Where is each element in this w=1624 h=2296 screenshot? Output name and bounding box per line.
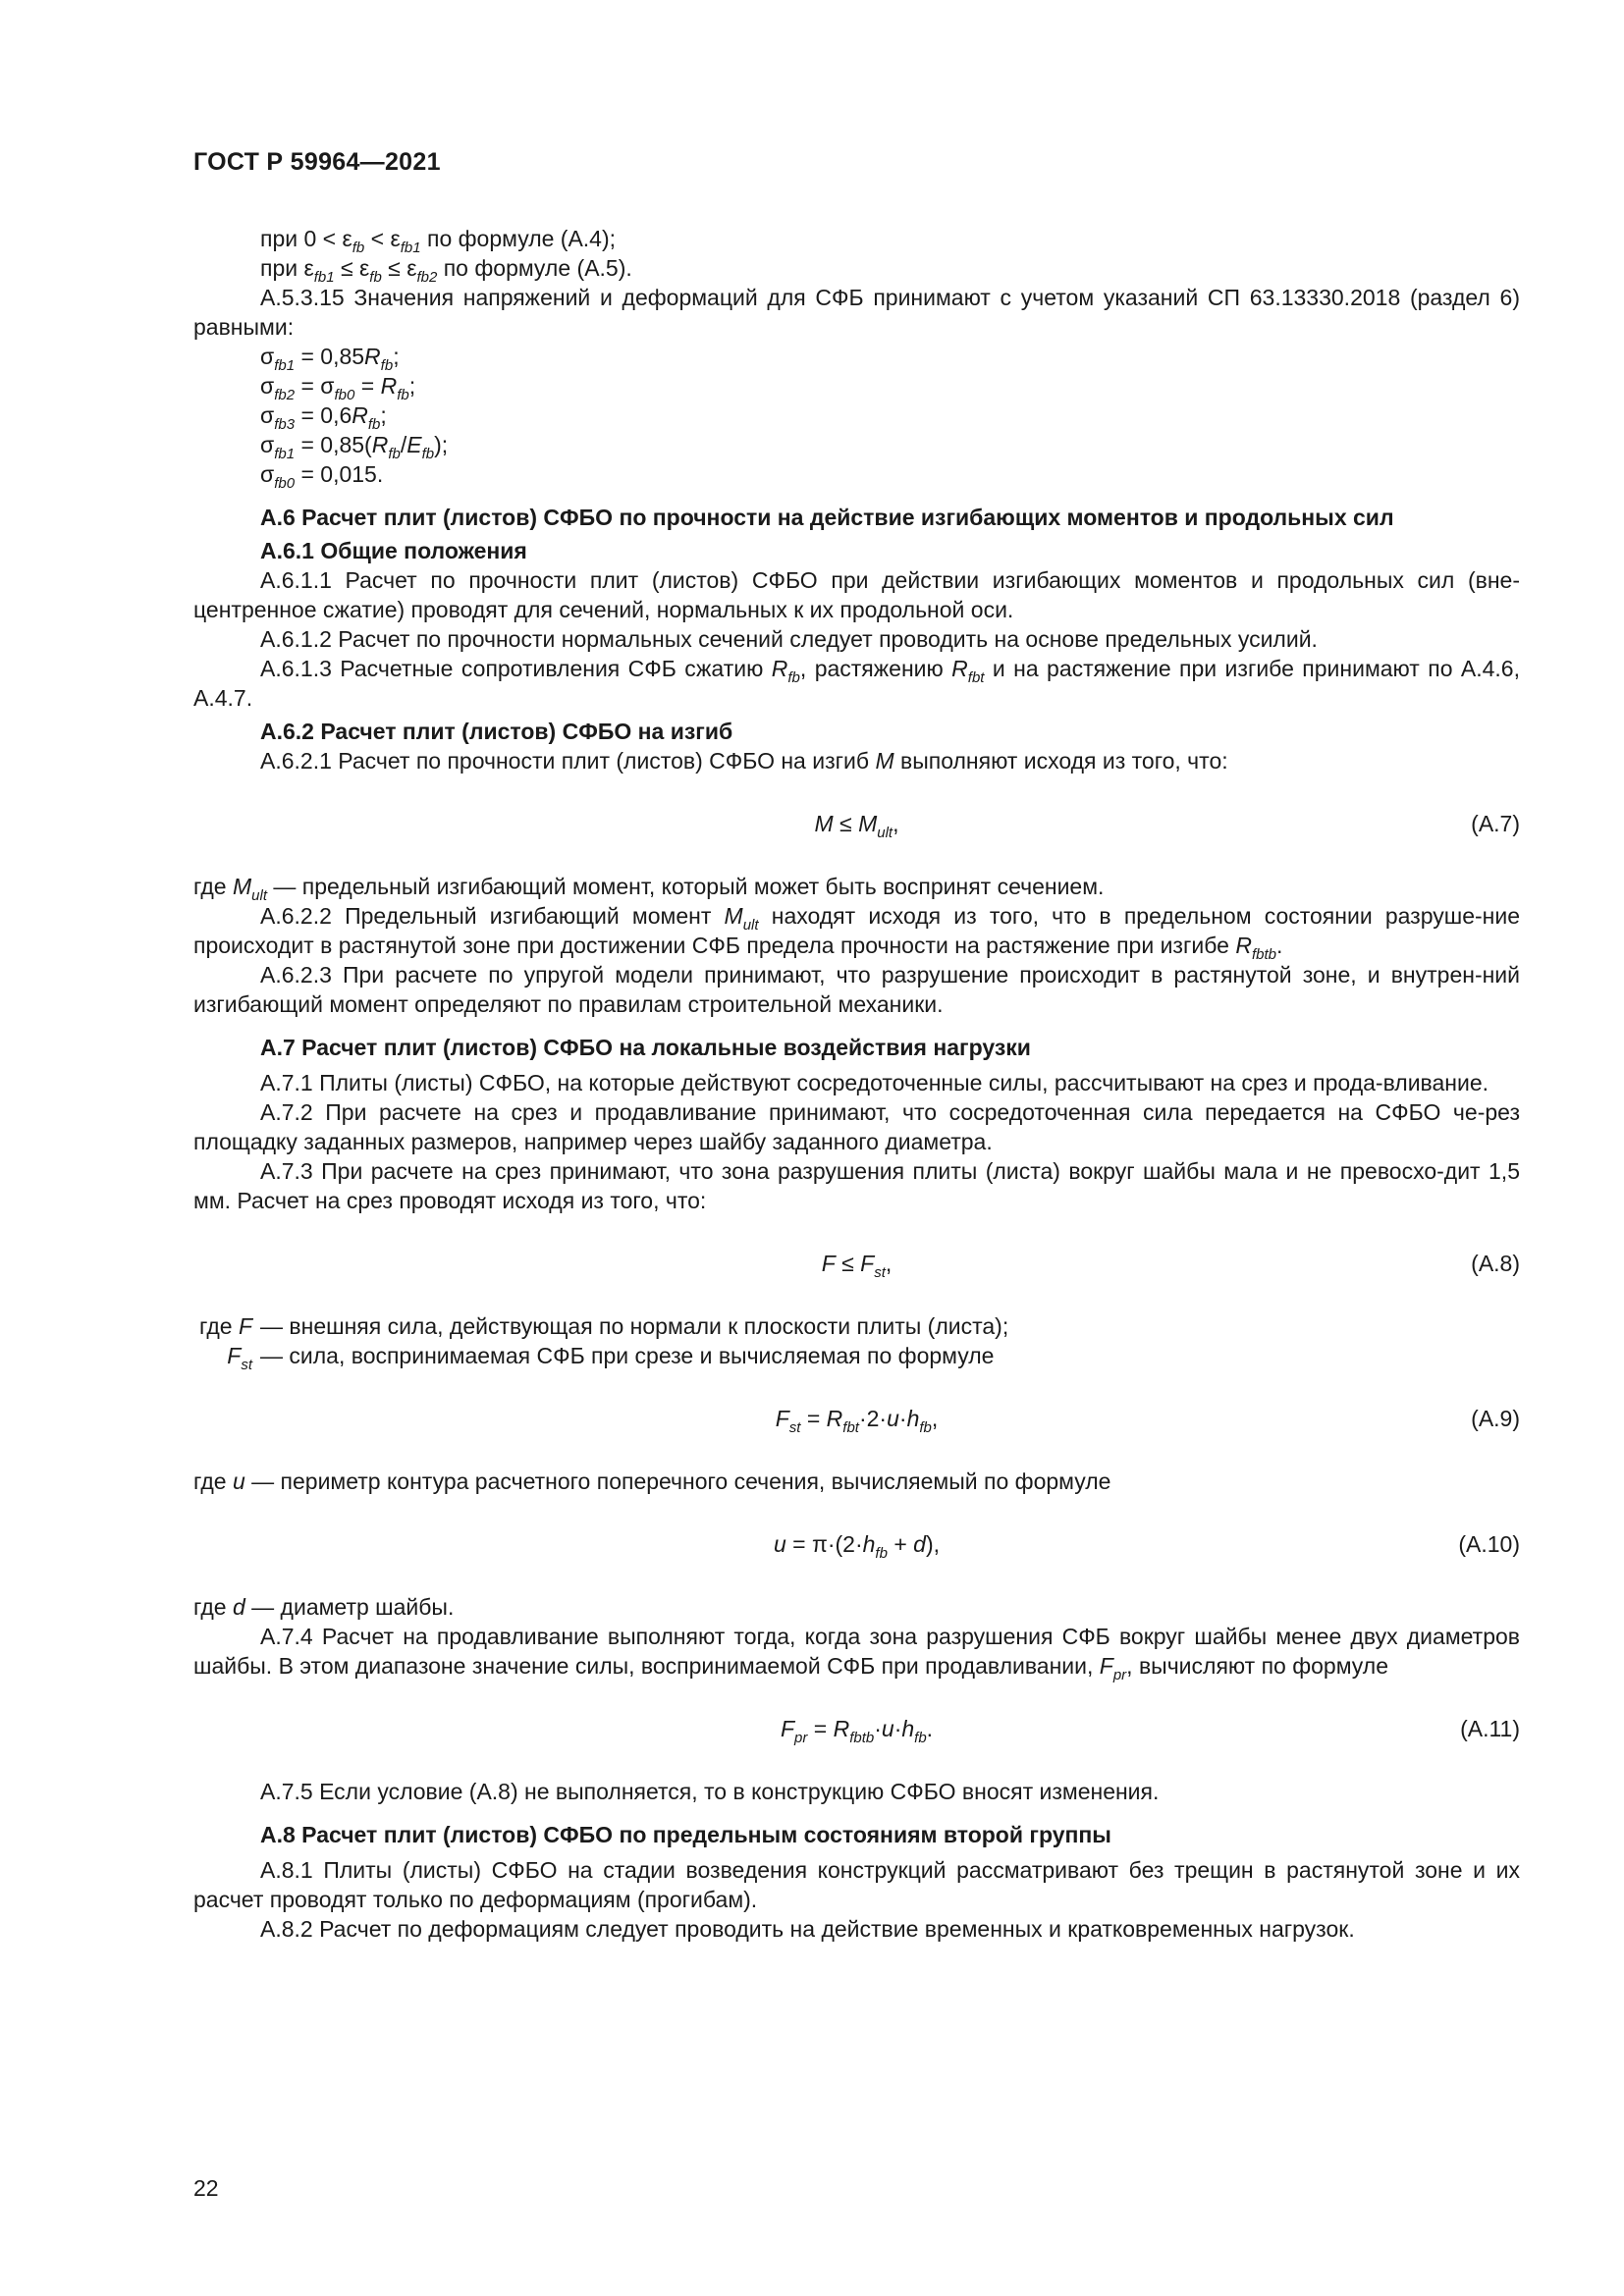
paragraph-a81: А.8.1 Плиты (листы) СФБО на стадии возведения конструкций рассматривают без трещин в растянутой зоне и их расчет проводят только по деформациям (прогибам). — [193, 1857, 1520, 1912]
paragraph-a611: А.6.1.1 Расчет по прочности плит (листов) СФБО при действии изгибающих моментов и продольных сил (вне-центренное сжатие) проводят для сечений, нормальных к их продольной оси. — [193, 567, 1520, 622]
formula-a10 — [193, 1529, 1520, 1562]
paragraph-a613: А.6.1.3 Расчетные сопротивления СФБ сжатию $R_{fb}$, растяжению $R_{fbt}$ и на растяжение при изгибе принимают по А.4.6, А.4.7. — [193, 656, 1520, 711]
document-body — [193, 224, 1520, 1944]
formula-a8-number: (А.8) — [1471, 1251, 1520, 1276]
section-heading-a62: А.6.2 Расчет плит (листов) СФБО на изгиб — [260, 719, 733, 744]
paragraph-a622: А.6.2.2 Предельный изгибающий момент $M_{ult}$ находят исходя из того, что в предельном состоянии разруше-ние происходит в растянутой зоне при достижении СФБ предела прочности на растяжение при изгибе $R_{fbtb}$. — [193, 903, 1520, 963]
paragraph-a621: А.6.2.1 Расчет по прочности плит (листов) СФБО на изгиб M выполняют исходя из того, что: — [260, 748, 1228, 774]
stress-line-3: $\sigma_{fb3} = 0,6R_{fb}$; — [260, 402, 387, 433]
formula-a9 — [193, 1404, 1520, 1436]
condition-line-1: при $0 < \varepsilon_{fb} < \varepsilon_{fb1}$ по формуле (А.4); — [260, 226, 617, 256]
paragraph-a72: А.7.2 При расчете на срез и продавливание принимают, что сосредоточенная сила передается на СФБО че-рез площадку заданных размеров, например через шайбу заданного диаметра. — [193, 1099, 1520, 1154]
formula-a9-expression: $F_{st} = R_{fbt}\cdot 2\cdot u\cdot h_{fb}$, — [775, 1406, 939, 1436]
where-mult: где $M_{ult}$ — предельный изгибающий момент, который может быть воспринят сечением. — [193, 874, 1105, 904]
stress-line-2: $\sigma_{fb2} = \sigma_{fb0} = R_{fb}$; — [260, 373, 416, 403]
formula-a7-expression: $M \le M_{ult}$, — [814, 811, 899, 841]
paragraph-a73: А.7.3 При расчете на срез принимают, что зона разрушения плиты (листа) вокруг шайбы мала и не превосхо-дит 1,5 мм. Расчет на срез проводят исходя из того, что: — [193, 1158, 1520, 1213]
section-heading-a61: А.6.1 Общие положения — [260, 538, 527, 563]
paragraph-a71: А.7.1 Плиты (листы) СФБО, на которые действуют сосредоточенные силы, рассчитывают на срез и прода-вливание. — [260, 1070, 1489, 1095]
formula-a11-expression: $F_{pr} = R_{fbtb}\cdot u\cdot h_{fb}$. — [780, 1716, 934, 1746]
formula-a10-number: (А.10) — [1458, 1531, 1520, 1557]
where-d: где d — диаметр шайбы. — [193, 1594, 455, 1620]
formula-a11-number: (А.11) — [1460, 1716, 1520, 1741]
stress-line-4: $\sigma_{fb1} = 0,85(R_{fb}/E_{fb})$; — [260, 432, 449, 462]
formula-a10-expression: $u = \pi\cdot(2\cdot h_{fb} + d)$, — [773, 1531, 941, 1562]
section-heading-a7: А.7 Расчет плит (листов) СФБО на локальные воздействия нагрузки — [260, 1035, 1031, 1060]
paragraph-a612: А.6.1.2 Расчет по прочности нормальных сечений следует проводить на основе предельных усилий. — [260, 626, 1318, 652]
paragraph-a75: А.7.5 Если условие (А.8) не выполняется, то в конструкцию СФБО вносят изменения. — [260, 1779, 1160, 1804]
formula-a7 — [193, 809, 1520, 841]
where-fst: $F_{st}$ — сила, воспринимаемая СФБ при срезе и вычисляемая по формуле — [227, 1343, 995, 1373]
paragraph-a74: А.7.4 Расчет на продавливание выполняют тогда, когда зона разрушения СФБ вокруг шайбы менее двух диаметров шайбы. В этом диапазоне значение силы, воспринимаемой СФБ при продавливании, $F_{pr}$, вычисляют по формуле — [193, 1624, 1520, 1683]
condition-line-2: при $\varepsilon_{fb1} \le \varepsilon_{fb} \le \varepsilon_{fb2}$ по формуле (А.5). — [260, 255, 632, 286]
section-heading-a6: А.6 Расчет плит (листов) СФБО по прочности на действие изгибающих моментов и продольных сил — [260, 505, 1394, 530]
formula-a8 — [193, 1249, 1520, 1281]
formula-a7-number: (А.7) — [1471, 811, 1520, 836]
page-number: 22 — [193, 2175, 219, 2201]
paragraph-a623: А.6.2.3 При расчете по упругой модели принимают, что разрушение происходит в растянутой зоне, и внутрен-ний изгибающий момент определяют по правилам строительной механики. — [193, 962, 1520, 1017]
paragraph-a5315: А.5.3.15 Значения напряжений и деформаций для СФБ принимают с учетом указаний СП 63.13330.2018 (раздел 6) равными: — [193, 285, 1520, 340]
where-f: где F — внешняя сила, действующая по нормали к плоскости плиты (листа); — [199, 1313, 1009, 1339]
formula-a9-number: (А.9) — [1471, 1406, 1520, 1431]
paragraph-a82: А.8.2 Расчет по деформациям следует проводить на действие временных и кратковременных нагрузок. — [260, 1916, 1355, 1942]
section-heading-a8: А.8 Расчет плит (листов) СФБО по предельным состояниям второй группы — [260, 1822, 1111, 1847]
stress-line-5: $\sigma_{fb0} = 0,015$. — [260, 461, 384, 492]
formula-a8-expression: $F \le F_{st}$, — [821, 1251, 893, 1281]
formula-a11 — [193, 1714, 1520, 1746]
stress-line-1: $\sigma_{fb1} = 0,85R_{fb}$; — [260, 344, 400, 374]
document-header: ГОСТ Р 59964—2021 — [193, 148, 441, 176]
where-u: где u — периметр контура расчетного поперечного сечения, вычисляемый по формуле — [193, 1468, 1111, 1494]
